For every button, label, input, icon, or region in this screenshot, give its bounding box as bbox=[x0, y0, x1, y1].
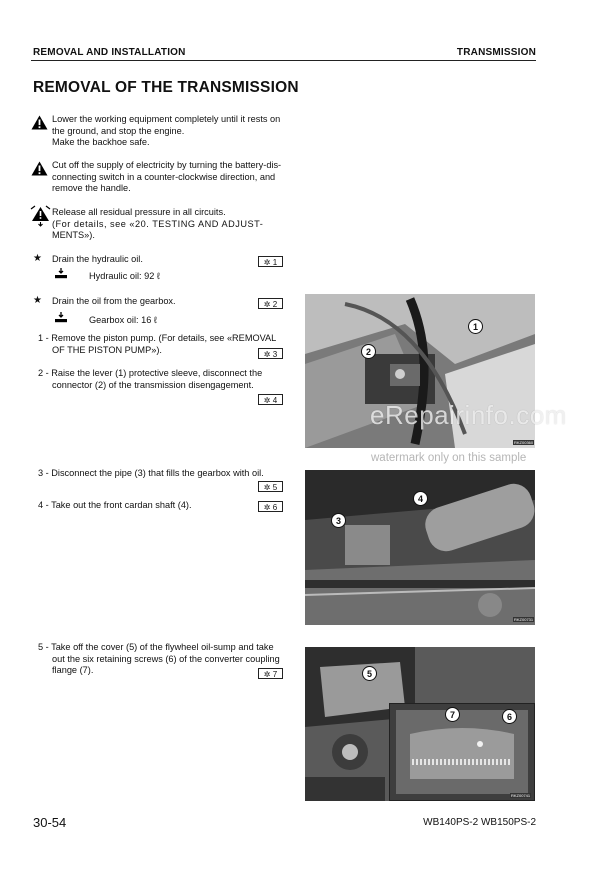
oil-level-icon bbox=[54, 267, 68, 280]
callout-4: 4 bbox=[413, 491, 428, 506]
warning-icon bbox=[31, 161, 48, 176]
reference-box-2: ✲ 2 bbox=[258, 298, 283, 309]
callout-7: 7 bbox=[445, 707, 460, 722]
reference-box-6: ✲ 6 bbox=[258, 501, 283, 512]
reference-box-1: ✲ 1 bbox=[258, 256, 283, 267]
page-number: 30-54 bbox=[33, 815, 67, 830]
photo-pipe-cardan bbox=[305, 470, 535, 625]
reference-box-5: ✲ 5 bbox=[258, 481, 283, 492]
model-numbers: WB140PS-2 WB150PS-2 bbox=[423, 817, 536, 828]
step-bullet: ★ bbox=[33, 253, 42, 264]
watermark-main: eRepairinfo.com bbox=[370, 400, 567, 430]
step-3-disconnect-pipe: 3 - Disconnect the pipe (3) that fills the gearbox with oil. bbox=[38, 468, 264, 478]
callout-1: 1 bbox=[468, 319, 483, 334]
warning-cut-electricity: Cut off the supply of electricity by turning the battery-dis- connecting switch in a counter-clockwise direction, and remove the handle. bbox=[52, 160, 282, 194]
pressure-warning-icon bbox=[30, 205, 51, 227]
reference-box-3: ✲ 3 bbox=[258, 348, 283, 359]
step-1-remove-pump: 1 - Remove the piston pump. (For details, see «REMOVAL OF THE PISTON PUMP»). bbox=[38, 333, 277, 355]
callout-3: 3 bbox=[331, 513, 346, 528]
inset-photo-code: RKZ00741 bbox=[511, 793, 531, 798]
oil-level-icon bbox=[54, 311, 68, 324]
page-title: REMOVAL OF THE TRANSMISSION bbox=[33, 79, 299, 96]
watermark-sub: watermark only on this sample bbox=[371, 452, 527, 464]
inset-detail-photo bbox=[389, 703, 535, 801]
step-2-raise-lever: 2 - Raise the lever (1) protective sleeve, disconnect the connector (2) of the transmission disengagement. bbox=[38, 368, 263, 390]
header-rule bbox=[31, 60, 536, 61]
photo-code: RKZ00360 bbox=[514, 440, 534, 445]
step-drain-gearbox: Drain the oil from the gearbox. bbox=[52, 296, 176, 306]
header-chapter-title: TRANSMISSION bbox=[456, 47, 536, 58]
spec-gearbox-oil: Gearbox oil: 16 ℓ bbox=[89, 315, 157, 325]
reference-box-7: ✲ 7 bbox=[258, 668, 283, 679]
step-5-take-off-cover: 5 - Take off the cover (5) of the flywheel oil-sump and take out the six retaining screws (6) of the converter coupling flange (7). bbox=[38, 642, 280, 676]
spec-hydraulic-oil: Hydraulic oil: 92 ℓ bbox=[89, 271, 160, 281]
callout-2: 2 bbox=[361, 344, 376, 359]
header-section-title: REMOVAL AND INSTALLATION bbox=[33, 47, 186, 58]
step-drain-hydraulic: Drain the hydraulic oil. bbox=[52, 254, 143, 264]
warning-release-pressure: Release all residual pressure in all circuits. (For details, see «20. TESTING AND ADJUST- MENTS»). bbox=[52, 207, 264, 241]
step-bullet: ★ bbox=[33, 295, 42, 306]
photo-code: RKZ00731 bbox=[514, 617, 534, 622]
warning-lower-equipment: Lower the working equipment completely until it rests on the ground, and stop the engine. Make the backhoe safe. bbox=[52, 114, 281, 148]
callout-6: 6 bbox=[502, 709, 517, 724]
reference-box-4: ✲ 4 bbox=[258, 394, 283, 405]
step-4-cardan-shaft: 4 - Take out the front cardan shaft (4). bbox=[38, 500, 192, 510]
warning-icon bbox=[31, 115, 48, 130]
photo-flywheel-cover bbox=[305, 647, 535, 801]
callout-5: 5 bbox=[362, 666, 377, 681]
